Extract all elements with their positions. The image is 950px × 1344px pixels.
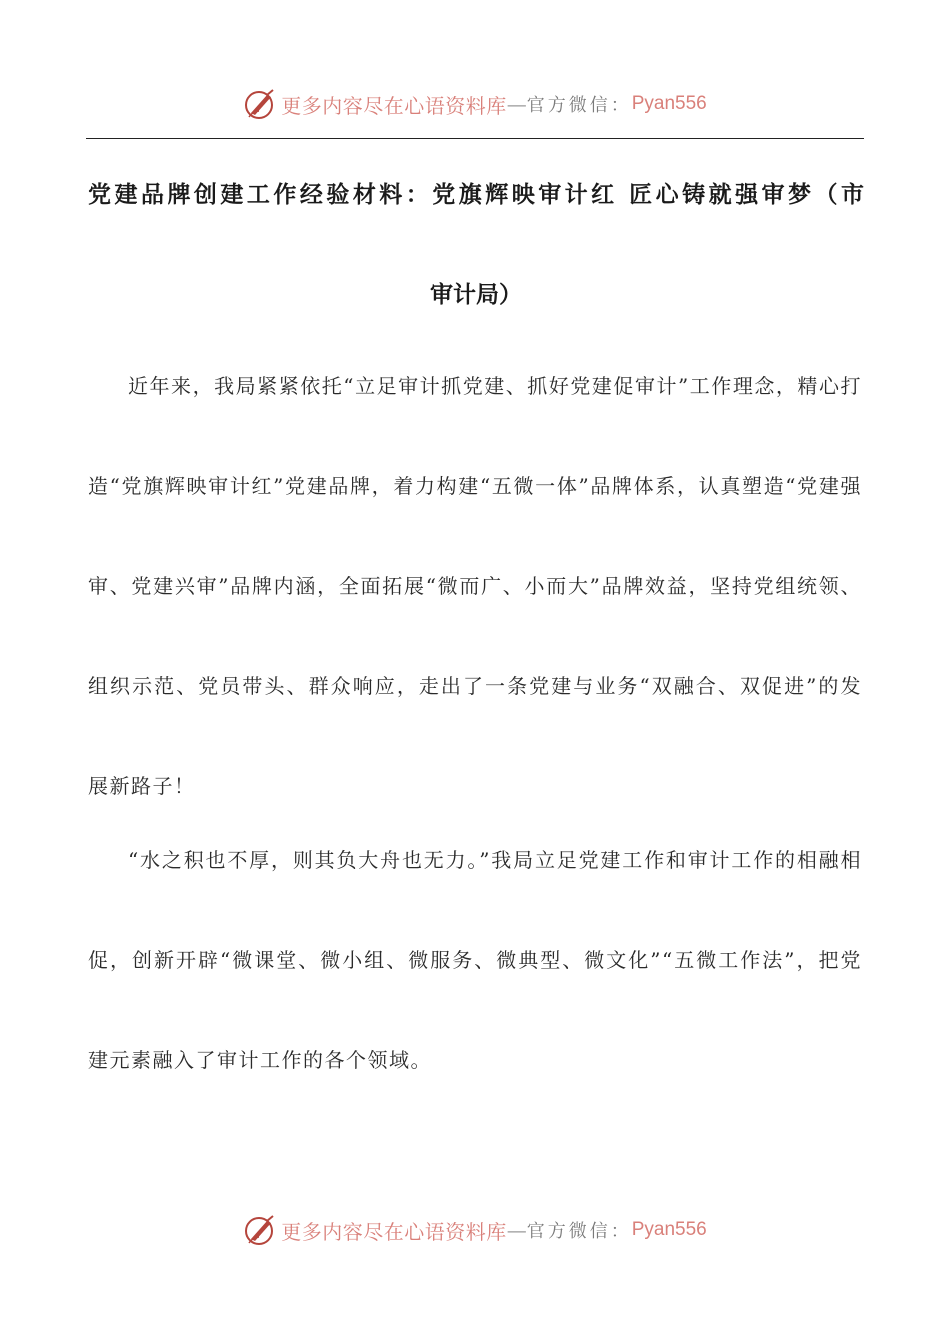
quill-pen-logo-icon bbox=[243, 87, 277, 121]
title-line-1: 党建品牌创建工作经验材料：党旗辉映审计红 匠心铸就强审梦（市 bbox=[88, 182, 864, 208]
quill-pen-logo-icon bbox=[243, 1213, 277, 1247]
banner-brand-text: 更多内容尽在心语资料库 bbox=[281, 93, 507, 118]
document-title bbox=[88, 172, 864, 318]
footer-banner bbox=[0, 1210, 950, 1250]
banner-official-label: 官方微信： bbox=[526, 95, 632, 116]
body-paragraph-2: “水之积也不厚，则其负大舟也无力。”我局立足党建工作和审计工作的相融相促，创新开辟“微课堂、微小组、微服务、微典型、微文化”“五微工作法”，把党建元素融入了审计工作的各个领域。 bbox=[88, 848, 862, 1072]
footer-official-label: 官方微信： bbox=[526, 1221, 632, 1242]
footer-dash: — bbox=[506, 1218, 527, 1242]
banner-dash: — bbox=[506, 92, 527, 116]
banner-wechat-id: Pyan556 bbox=[631, 93, 707, 114]
title-line-2: 审计局） bbox=[430, 282, 522, 308]
footer-wechat-id: Pyan556 bbox=[631, 1219, 707, 1240]
header-divider bbox=[86, 138, 864, 139]
body-paragraph-1: 近年来，我局紧紧依托“立足审计抓党建、抓好党建促审计”工作理念，精心打造“党旗辉映审计红”党建品牌，着力构建“五微一体”品牌体系，认真塑造“党建强审、党建兴审”品牌内涵，全面拓展“微而广、小而大”品牌效益，坚持党组统领、组织示范、党员带头、群众响应，走出了一条党建与业务“双融合、双促进”的发展新路子！ bbox=[88, 374, 862, 798]
header-banner bbox=[0, 84, 950, 124]
footer-brand-text: 更多内容尽在心语资料库 bbox=[281, 1219, 507, 1244]
